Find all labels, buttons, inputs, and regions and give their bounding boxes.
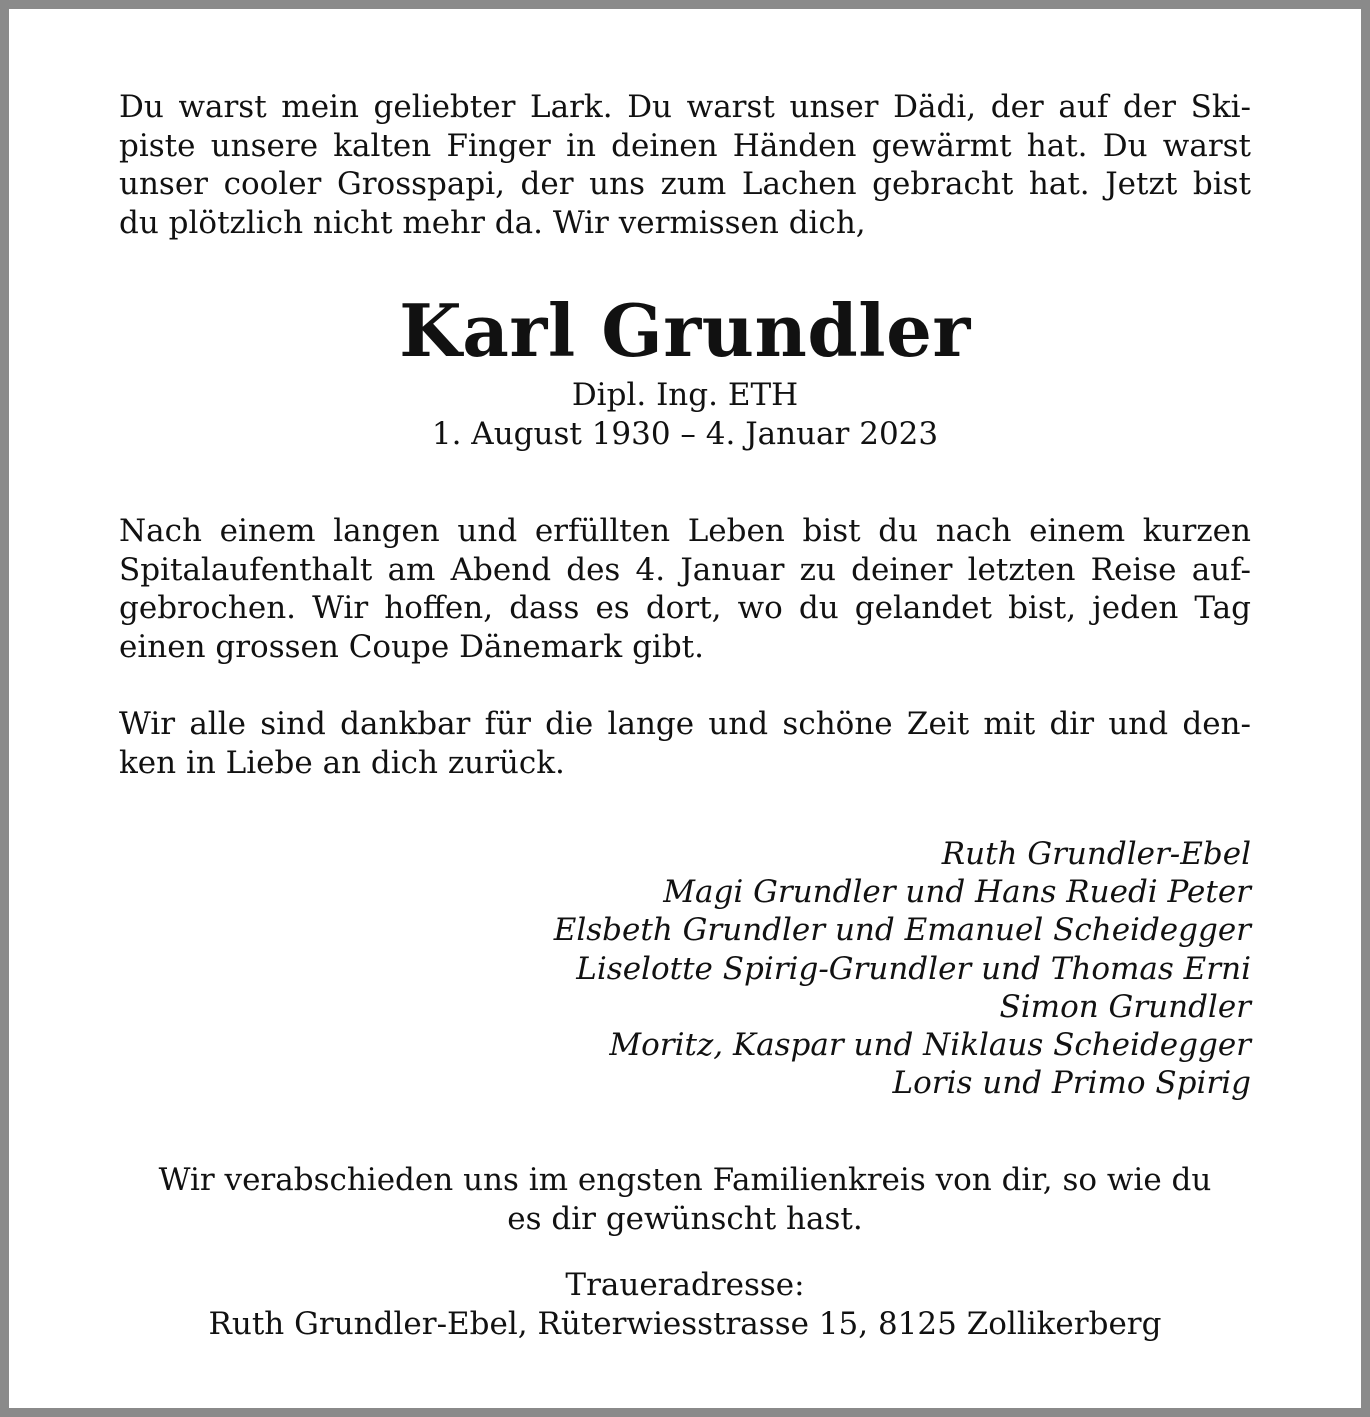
signer: Ruth Grundler-Ebel: [941, 836, 1251, 872]
intro-line: piste unsere kalten Finger in deinen Händen gewärmt hat. Du warst: [119, 127, 1251, 164]
address-value: Ruth Grundler-Ebel, Rüterwiesstrasse 15, 8125 Zollikerberg: [208, 1305, 1162, 1342]
deceased-block: [119, 286, 1251, 453]
intro-line: Du warst mein geliebter Lark. Du warst unser Dädi, der auf der Ski-: [119, 89, 1251, 125]
signer: Loris und Primo Spirig: [892, 1065, 1251, 1102]
body-line: Wir alle sind dankbar für die lange und schöne Zeit mit dir und den-: [119, 706, 1251, 742]
closing-line: es dir gewünscht hast.: [507, 1200, 863, 1237]
mourning-address: [119, 1266, 1251, 1343]
body-line: einen grossen Coupe Dänemark gibt.: [119, 628, 704, 665]
intro-line: unser cooler Grosspapi, der uns zum Lachen gebracht hat. Jetzt bist: [119, 166, 1251, 202]
obituary-content: [119, 88, 1251, 1343]
signers-list: [119, 835, 1251, 1102]
signer: Elsbeth Grundler und Emanuel Scheidegger: [553, 912, 1251, 949]
body-paragraph-1: [119, 512, 1251, 666]
signer: Liselotte Spirig-Grundler und Thomas Erni: [576, 950, 1251, 987]
intro-line: du plötzlich nicht mehr da. Wir vermissen dich,: [119, 204, 866, 241]
body-paragraph-2: [119, 705, 1251, 782]
address-label: Traueradresse:: [565, 1267, 805, 1304]
body-line: ken in Liebe an dich zurück.: [119, 744, 565, 781]
intro-paragraph: [119, 88, 1251, 242]
deceased-name: Karl Grundler: [399, 288, 971, 373]
deceased-dates: 1. August 1930 – 4. Januar 2023: [431, 415, 939, 452]
closing-line: Wir verabschieden uns im engsten Familienkreis von dir, so wie du: [158, 1162, 1212, 1199]
body-line: Nach einem langen und erfüllten Leben bist du nach einem kurzen: [119, 513, 1251, 549]
signer: Moritz, Kaspar und Niklaus Scheidegger: [609, 1027, 1251, 1064]
body-line: gebrochen. Wir hoffen, dass es dort, wo du gelandet bist, jeden Tag: [119, 590, 1251, 626]
body-line: Spitalaufenthalt am Abend des 4. Januar zu deiner letzten Reise auf-: [119, 551, 1251, 588]
deceased-title: Dipl. Ing. ETH: [571, 377, 799, 413]
signer: Simon Grundler: [999, 988, 1251, 1025]
signer: Magi Grundler und Hans Ruedi Peter: [663, 874, 1251, 911]
closing-text: [119, 1161, 1251, 1238]
